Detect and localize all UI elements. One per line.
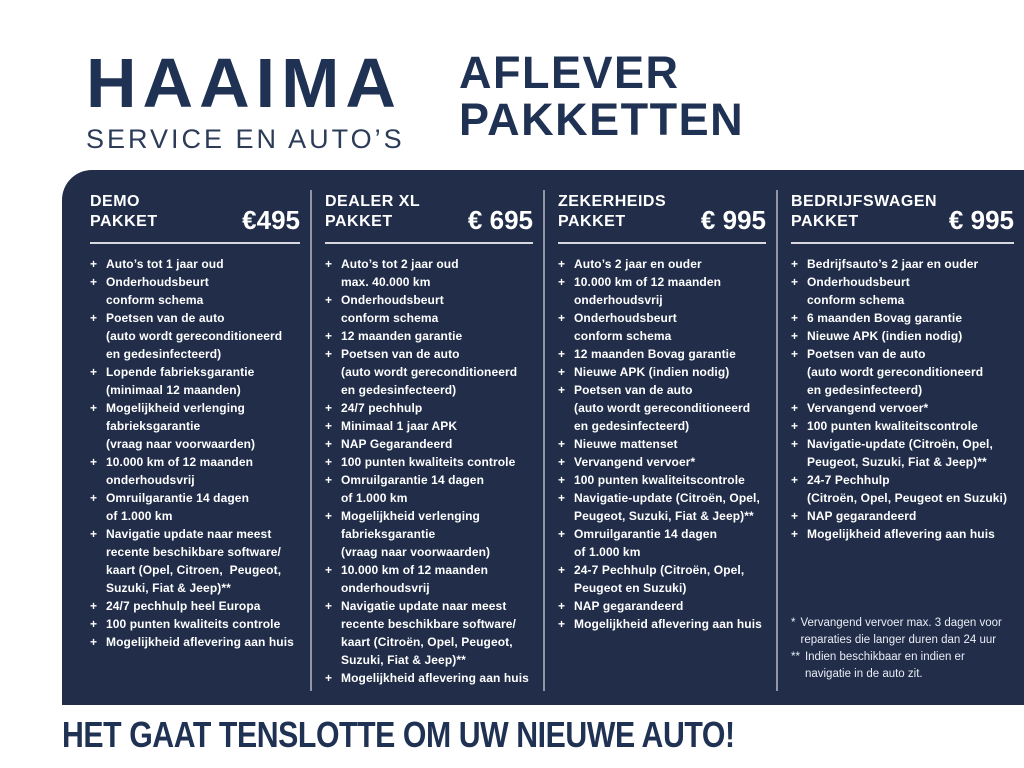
package-name (791, 192, 937, 233)
item-text (106, 453, 253, 489)
footnotes (791, 615, 1014, 683)
package-item (325, 399, 533, 417)
package-item (791, 471, 1014, 507)
package-column (310, 192, 543, 705)
package-item (558, 273, 766, 309)
item-line: Onderhoudsbeurt (574, 310, 677, 325)
item-line: (auto wordt gereconditioneerd (807, 364, 984, 379)
plus-icon: + (558, 274, 566, 289)
package-item (90, 453, 300, 489)
package-item (791, 327, 1014, 345)
plus-icon: + (325, 328, 333, 343)
item-text (807, 399, 928, 417)
package-item (558, 255, 766, 273)
package-item (90, 273, 300, 309)
item-text (106, 363, 254, 399)
item-text (574, 525, 717, 561)
plus-icon: + (558, 436, 566, 451)
package-item (90, 255, 300, 273)
footnote-line: Indien beschikbaar en indien er (804, 650, 965, 663)
item-text (341, 399, 422, 417)
item-text (106, 309, 282, 363)
package-item (325, 435, 533, 453)
plus-icon: + (325, 436, 333, 451)
item-text (341, 669, 529, 687)
package-price: € 695 (467, 204, 533, 235)
package-item-list (90, 255, 300, 651)
item-line: Mogelijkheid verlenging (341, 508, 480, 523)
item-line: Mogelijkheid aflevering aan huis (574, 616, 762, 631)
footnote-text (800, 615, 1001, 649)
title-underline (90, 242, 300, 244)
item-line: kaart (Opel, Citroen, Peugeot, (106, 562, 282, 577)
item-line: Poetsen van de auto (807, 346, 926, 361)
plus-icon: + (325, 256, 333, 271)
plus-icon: + (558, 256, 566, 271)
item-text (341, 291, 444, 327)
plus-icon: + (791, 508, 799, 523)
plus-icon: + (791, 274, 799, 289)
package-item (791, 309, 1014, 327)
package-item (558, 615, 766, 633)
footnote-marker: ** (791, 650, 800, 663)
item-line: fabrieksgarantie (106, 418, 201, 433)
item-text (574, 453, 695, 471)
package-item (325, 561, 533, 597)
item-line: Navigatie-update (Citroën, Opel, (807, 436, 993, 451)
item-line: Mogelijkheid verlenging (106, 400, 245, 415)
item-line: Onderhoudsbeurt (807, 274, 910, 289)
item-line: Onderhoudsbeurt (341, 292, 444, 307)
package-item (558, 525, 766, 561)
page-title-line-2: PAKKETTEN (459, 93, 745, 145)
item-line: (Citroën, Opel, Peugeot en Suzuki) (807, 490, 1008, 505)
item-text (341, 417, 457, 435)
footer-tagline: HET GAAT TENSLOTTE OM UW NIEUWE AUTO! (62, 714, 735, 755)
item-text (106, 255, 224, 273)
package-name-line: PAKKET (791, 213, 859, 231)
package-item-list (791, 255, 1014, 543)
item-text (807, 471, 1007, 507)
item-line: 100 punten kwaliteitscontrole (574, 472, 745, 487)
plus-icon: + (90, 256, 98, 271)
item-line: Mogelijkheid aflevering aan huis (807, 526, 995, 541)
package-item (791, 435, 1014, 471)
item-line: 6 maanden Bovag garantie (807, 310, 963, 325)
item-text (807, 309, 962, 327)
item-line: recente beschikbare software/ (341, 616, 516, 631)
item-line: en gedesinfecteerd) (341, 382, 457, 397)
packages-panel (62, 170, 1024, 705)
item-text (106, 615, 280, 633)
item-line: Suzuki, Fiat & Jeep)** (106, 580, 231, 595)
item-line: Vervangend vervoer* (807, 400, 929, 415)
footnote-marker: * (791, 616, 796, 629)
item-line: (minimaal 12 maanden) (106, 382, 241, 397)
package-title-row (791, 192, 1014, 233)
package-name-line: ZEKERHEIDS (558, 193, 667, 210)
item-line: Poetsen van de auto (106, 310, 225, 325)
item-text (807, 273, 910, 309)
header-logo (86, 44, 405, 155)
item-line: Omruilgarantie 14 dagen (341, 472, 485, 487)
package-name-line: PAKKET (325, 213, 393, 231)
package-item (325, 345, 533, 399)
item-line: conform schema (341, 310, 439, 325)
plus-icon: + (325, 400, 333, 415)
item-line: en gedesinfecteerd) (574, 418, 690, 433)
item-text (574, 561, 744, 597)
plus-icon: + (791, 472, 799, 487)
item-line: (vraag naar voorwaarden) (341, 544, 491, 559)
plus-icon: + (90, 634, 98, 649)
item-line: Navigatie update naar meest (341, 598, 507, 613)
package-item (791, 255, 1014, 273)
page-title (459, 47, 745, 145)
item-line: max. 40.000 km (341, 274, 431, 289)
package-name-line: BEDRIJFSWAGEN (791, 193, 938, 210)
package-item (558, 381, 766, 435)
item-text (574, 309, 677, 345)
package-item (791, 399, 1014, 417)
item-line: 24-7 Pechhulp (Citroën, Opel, (574, 562, 745, 577)
package-item (325, 417, 533, 435)
item-line: Omruilgarantie 14 dagen (106, 490, 250, 505)
package-item (558, 453, 766, 471)
item-line: Omruilgarantie 14 dagen (574, 526, 718, 541)
plus-icon: + (325, 508, 333, 523)
item-text (807, 435, 993, 471)
package-item (90, 363, 300, 399)
item-text (341, 471, 484, 507)
plus-icon: + (325, 472, 333, 487)
plus-icon: + (90, 598, 98, 613)
item-line: Suzuki, Fiat & Jeep)** (341, 652, 466, 667)
title-underline (325, 242, 533, 244)
item-line: 100 punten kwaliteits controle (106, 616, 281, 631)
plus-icon: + (325, 292, 333, 307)
item-text (341, 327, 462, 345)
plus-icon: + (791, 310, 799, 325)
plus-icon: + (791, 256, 799, 271)
item-line: Peugeot en Suzuki) (574, 580, 687, 595)
package-item (325, 453, 533, 471)
package-title-row (325, 192, 533, 233)
plus-icon: + (558, 562, 566, 577)
item-line: of 1.000 km (574, 544, 641, 559)
footnote-line: reparaties die langer duren dan 24 uur (800, 633, 997, 646)
package-name (90, 192, 158, 233)
item-text (106, 489, 249, 525)
item-text (807, 417, 978, 435)
package-item (90, 615, 300, 633)
package-column (543, 192, 776, 705)
package-item (325, 507, 533, 561)
plus-icon: + (558, 346, 566, 361)
package-item (791, 525, 1014, 543)
plus-icon: + (325, 418, 333, 433)
item-line: (auto wordt gereconditioneerd (106, 328, 283, 343)
item-line: recente beschikbare software/ (106, 544, 281, 559)
item-line: of 1.000 km (341, 490, 408, 505)
item-line: (auto wordt gereconditioneerd (574, 400, 751, 415)
item-text (574, 255, 702, 273)
item-text (106, 597, 261, 615)
item-line: 10.000 km of 12 maanden (106, 454, 254, 469)
item-text (574, 273, 721, 309)
item-text (807, 327, 962, 345)
item-line: onderhoudsvrij (574, 292, 663, 307)
package-item (791, 417, 1014, 435)
package-price: € 995 (700, 204, 766, 235)
plus-icon: + (791, 328, 799, 343)
plus-icon: + (90, 616, 98, 631)
package-title-row (558, 192, 766, 233)
plus-icon: + (325, 346, 333, 361)
package-price: €495 (242, 204, 300, 235)
package-item-list (325, 255, 533, 687)
package-item (558, 363, 766, 381)
package-item (90, 633, 300, 651)
plus-icon: + (791, 400, 799, 415)
footnote (791, 649, 1014, 683)
package-item-list (558, 255, 766, 633)
item-line: 100 punten kwaliteitscontrole (807, 418, 978, 433)
item-line: fabrieksgarantie (341, 526, 436, 541)
item-text (341, 561, 488, 597)
package-item (791, 507, 1014, 525)
package-name-line: PAKKET (558, 213, 626, 231)
item-text (341, 255, 459, 291)
package-name-line: DEMO (90, 193, 140, 210)
item-text (574, 489, 760, 525)
item-line: Auto’s tot 1 jaar oud (106, 256, 224, 271)
item-text (807, 507, 916, 525)
item-line: Auto’s 2 jaar en ouder (574, 256, 702, 271)
item-line: onderhoudsvrij (106, 472, 195, 487)
plus-icon: + (325, 454, 333, 469)
item-text (341, 453, 515, 471)
plus-icon: + (325, 562, 333, 577)
plus-icon: + (558, 382, 566, 397)
plus-icon: + (558, 616, 566, 631)
logo-tagline: SERVICE EN AUTO’S (86, 124, 405, 154)
item-line: 24/7 pechhulp heel Europa (106, 598, 261, 613)
plus-icon: + (791, 418, 799, 433)
item-line: (vraag naar voorwaarden) (106, 436, 256, 451)
item-line: Peugeot, Suzuki, Fiat & Jeep)** (807, 454, 987, 469)
item-text (106, 273, 209, 309)
item-text (574, 345, 736, 363)
package-item (558, 471, 766, 489)
item-line: 24/7 pechhulp (341, 400, 423, 415)
plus-icon: + (90, 490, 98, 505)
package-name-line: PAKKET (90, 213, 158, 231)
logo-name: HAAIMA (86, 44, 402, 122)
item-line: Nieuwe APK (indien nodig) (574, 364, 730, 379)
item-line: en gedesinfecteerd) (807, 382, 923, 397)
plus-icon: + (791, 526, 799, 541)
item-line: NAP gegarandeerd (574, 598, 684, 613)
package-name (558, 192, 666, 233)
item-line: en gedesinfecteerd) (106, 346, 222, 361)
package-item (325, 669, 533, 687)
package-item (558, 561, 766, 597)
item-line: Mogelijkheid aflevering aan huis (106, 634, 294, 649)
package-item (791, 273, 1014, 309)
footnote-line: navigatie in de auto zit. (804, 667, 923, 680)
plus-icon: + (90, 274, 98, 289)
title-underline (791, 242, 1014, 244)
item-text (106, 633, 294, 651)
item-line: 10.000 km of 12 maanden (341, 562, 489, 577)
item-line: Auto’s tot 2 jaar oud (341, 256, 459, 271)
package-item (325, 255, 533, 291)
item-text (574, 363, 729, 381)
package-item (90, 489, 300, 525)
item-text (106, 525, 281, 597)
title-underline (558, 242, 766, 244)
item-line: Nieuwe mattenset (574, 436, 678, 451)
item-line: Nieuwe APK (indien nodig) (807, 328, 963, 343)
item-line: 24-7 Pechhulp (807, 472, 890, 487)
plus-icon: + (325, 598, 333, 613)
footnote (791, 615, 1014, 649)
item-line: Poetsen van de auto (574, 382, 693, 397)
package-column (776, 192, 1024, 705)
item-text (106, 399, 255, 453)
plus-icon: + (558, 598, 566, 613)
item-line: onderhoudsvrij (341, 580, 430, 595)
footnote-text (805, 649, 965, 683)
item-text (574, 471, 745, 489)
item-line: 12 maanden garantie (341, 328, 463, 343)
item-line: Bedrijfsauto’s 2 jaar en ouder (807, 256, 979, 271)
package-name-line: DEALER XL (325, 193, 421, 210)
item-line: of 1.000 km (106, 508, 173, 523)
package-item (558, 489, 766, 525)
plus-icon: + (558, 310, 566, 325)
package-name (325, 192, 420, 233)
package-item (558, 345, 766, 363)
item-line: (auto wordt gereconditioneerd (341, 364, 518, 379)
plus-icon: + (558, 526, 566, 541)
plus-icon: + (90, 400, 98, 415)
package-item (325, 471, 533, 507)
plus-icon: + (325, 670, 333, 685)
plus-icon: + (90, 526, 98, 541)
plus-icon: + (90, 454, 98, 469)
item-line: Lopende fabrieksgarantie (106, 364, 255, 379)
item-line: Vervangend vervoer* (574, 454, 696, 469)
package-item (90, 399, 300, 453)
package-item (90, 597, 300, 615)
package-item (325, 291, 533, 327)
plus-icon: + (558, 472, 566, 487)
package-title-row (90, 192, 300, 233)
package-item (558, 309, 766, 345)
item-text (807, 345, 983, 399)
package-column (62, 192, 310, 705)
item-line: 100 punten kwaliteits controle (341, 454, 516, 469)
package-item (90, 309, 300, 363)
item-text (341, 435, 452, 453)
item-text (341, 597, 516, 669)
plus-icon: + (558, 364, 566, 379)
item-line: Navigatie update naar meest (106, 526, 272, 541)
item-text (574, 597, 683, 615)
item-line: Onderhoudsbeurt (106, 274, 209, 289)
item-line: conform schema (807, 292, 905, 307)
item-line: 10.000 km of 12 maanden (574, 274, 722, 289)
item-line: 12 maanden Bovag garantie (574, 346, 736, 361)
item-line: Minimaal 1 jaar APK (341, 418, 458, 433)
plus-icon: + (558, 490, 566, 505)
plus-icon: + (791, 436, 799, 451)
item-line: NAP gegarandeerd (807, 508, 917, 523)
item-line: Poetsen van de auto (341, 346, 460, 361)
item-text (807, 255, 978, 273)
item-line: conform schema (574, 328, 672, 343)
package-item (558, 597, 766, 615)
item-text (341, 345, 517, 399)
footnote-line: Vervangend vervoer max. 3 dagen voor (800, 616, 1002, 629)
package-item (325, 597, 533, 669)
item-text (574, 615, 762, 633)
package-item (558, 435, 766, 453)
item-text (807, 525, 995, 543)
item-text (341, 507, 490, 561)
item-line: conform schema (106, 292, 204, 307)
package-item (791, 345, 1014, 399)
item-line: Peugeot, Suzuki, Fiat & Jeep)** (574, 508, 754, 523)
package-price: € 995 (948, 204, 1014, 235)
plus-icon: + (90, 364, 98, 379)
item-text (574, 381, 750, 435)
package-item (325, 327, 533, 345)
plus-icon: + (558, 454, 566, 469)
item-line: Navigatie-update (Citroën, Opel, (574, 490, 760, 505)
page-title-line-1: AFLEVER (459, 47, 680, 98)
plus-icon: + (791, 346, 799, 361)
item-line: NAP Gegarandeerd (341, 436, 453, 451)
package-item (90, 525, 300, 597)
item-line: kaart (Citroën, Opel, Peugeot, (341, 634, 513, 649)
item-text (574, 435, 678, 453)
plus-icon: + (90, 310, 98, 325)
item-line: Mogelijkheid aflevering aan huis (341, 670, 529, 685)
packages-grid (62, 192, 1024, 705)
